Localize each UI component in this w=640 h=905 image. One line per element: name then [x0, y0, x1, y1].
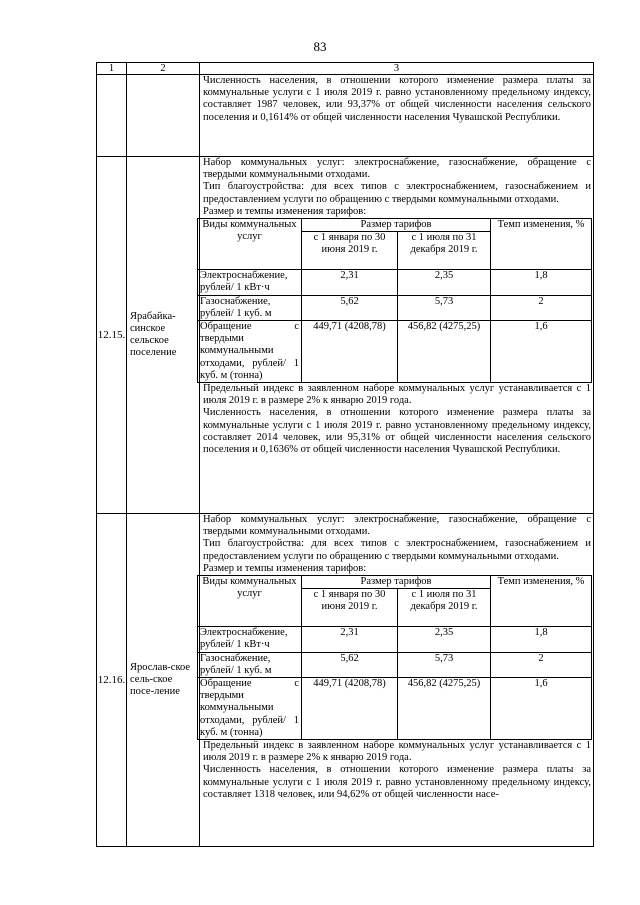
entry-row — [97, 157, 594, 514]
header-row — [97, 63, 594, 75]
rates-title: Размер и темпы изменения тарифов: — [203, 205, 367, 217]
tariff-table — [197, 575, 592, 740]
header-col-2: 2 — [127, 63, 200, 75]
tariff-value-1: 2,31 — [302, 270, 398, 295]
change-rate: 1,8 — [491, 627, 592, 652]
tariff-value-1: 449,71 (4208,78) — [302, 678, 398, 740]
continuation-row — [97, 75, 594, 157]
entry-place: Ярабайка-синское сельское поселение — [127, 157, 200, 514]
change-rate: 1,6 — [491, 678, 592, 740]
change-rate: 2 — [491, 652, 592, 677]
service-name: Обращение с твердыми коммунальными отходами, рублей/ 1 куб. м (тонна) — [198, 678, 302, 740]
tariff-value-2: 456,82 (4275,25) — [398, 678, 491, 740]
population-text: Численность населения, в отношении которого изменение размера платы за коммунальные услуги с 1 июля 2019 г. равно установленному предельному индексу, составляет 1318 человек, или 94,62% от общей численности насе- — [203, 764, 591, 800]
service-name: Обращение с твердыми коммунальными отходами, рублей/ 1 куб. м (тонна) — [198, 321, 302, 383]
continuation-text: Численность населения, в отношении которого изменение размера платы за коммунальные услуги с 1 июля 2019 г. равно установленному предельному индексу, составляет 1987 человек, или 93,37% от общей численности населения сельского поселения и 0,1614% от общей численности населения Чувашской Республики. — [203, 75, 591, 123]
improvement-text: Тип благоустройства: для всех типов с электроснабжением, газоснабжением и предоставлением услуги по обращению с твердыми коммунальными отходами. — [203, 538, 591, 562]
service-name: Электроснабжение, рублей/ 1 кВт·ч — [198, 270, 302, 295]
services-text: Набор коммунальных услуг: электроснабжение, газоснабжение, обращение с твердыми коммунальными отходами. — [203, 514, 591, 538]
tariff-value-2: 2,35 — [398, 270, 491, 295]
service-name: Газоснабжение, рублей/ 1 куб. м — [198, 295, 302, 320]
rates-title: Размер и темпы изменения тарифов: — [203, 562, 367, 574]
th-period-2: с 1 июля по 31 декабря 2019 г. — [398, 589, 491, 627]
service-name: Электроснабжение, рублей/ 1 кВт·ч — [198, 627, 302, 652]
population-text: Численность населения, в отношении которого изменение размера платы за коммунальные услуги с 1 июля 2019 г. равно установленному предельному индексу, составляет 2014 человек, или 95,31% от общей численности населения сельского поселения и 0,1636% от общей численности населения Чувашской Республики. — [203, 407, 591, 456]
limit-text: Предельный индекс в заявленном наборе коммунальных услуг устанавливается с 1 июля 2019 г. в размере 2% к январю 2019 года. — [203, 383, 591, 407]
th-period-1: с 1 января по 30 июня 2019 г. — [302, 589, 398, 627]
tariff-value-2: 2,35 — [398, 627, 491, 652]
tariff-value-1: 2,31 — [302, 627, 398, 652]
th-tariff-size: Размер тарифов — [302, 219, 491, 232]
entry-number: 12.16. — [97, 514, 127, 847]
th-service-type: Виды коммунальных услуг — [198, 576, 302, 627]
tariff-value-2: 5,73 — [398, 295, 491, 320]
header-col-3: 3 — [200, 63, 594, 75]
services-text: Набор коммунальных услуг: электроснабжение, газоснабжение, обращение с твердыми коммунальными отходами. — [203, 157, 591, 181]
change-rate: 1,6 — [491, 321, 592, 383]
tariff-table — [197, 218, 592, 383]
tariff-row — [198, 321, 592, 383]
entry-number: 12.15. — [97, 157, 127, 514]
service-name: Газоснабжение, рублей/ 1 куб. м — [198, 652, 302, 677]
improvement-text: Тип благоустройства: для всех типов с электроснабжением, газоснабжением и предоставлением услуги по обращению с твердыми коммунальными отходами. — [203, 181, 591, 205]
limit-text: Предельный индекс в заявленном наборе коммунальных услуг устанавливается с 1 июля 2019 г. в размере 2% к январю 2019 года. — [203, 740, 591, 764]
th-change-rate: Темп изменения, % — [491, 576, 592, 627]
page-number: 83 — [313, 39, 327, 54]
tariff-value-1: 5,62 — [302, 295, 398, 320]
th-service-type: Виды коммунальных услуг — [198, 219, 302, 270]
tariff-row — [198, 295, 592, 320]
change-rate: 2 — [491, 295, 592, 320]
document-table — [96, 62, 594, 847]
tariff-row — [198, 652, 592, 677]
th-period-2: с 1 июля по 31 декабря 2019 г. — [398, 232, 491, 270]
tariff-row — [198, 627, 592, 652]
tariff-value-2: 456,82 (4275,25) — [398, 321, 491, 383]
tariff-row — [198, 270, 592, 295]
th-tariff-size: Размер тарифов — [302, 576, 491, 589]
tariff-value-1: 449,71 (4208,78) — [302, 321, 398, 383]
tariff-value-2: 5,73 — [398, 652, 491, 677]
header-col-1: 1 — [97, 63, 127, 75]
tariff-value-1: 5,62 — [302, 652, 398, 677]
entry-row — [97, 514, 594, 847]
tariff-row — [198, 678, 592, 740]
th-period-1: с 1 января по 30 июня 2019 г. — [302, 232, 398, 270]
change-rate: 1,8 — [491, 270, 592, 295]
entry-place: Ярослав-ское сель-ское посе-ление — [127, 514, 200, 847]
th-change-rate: Темп изменения, % — [491, 219, 592, 270]
